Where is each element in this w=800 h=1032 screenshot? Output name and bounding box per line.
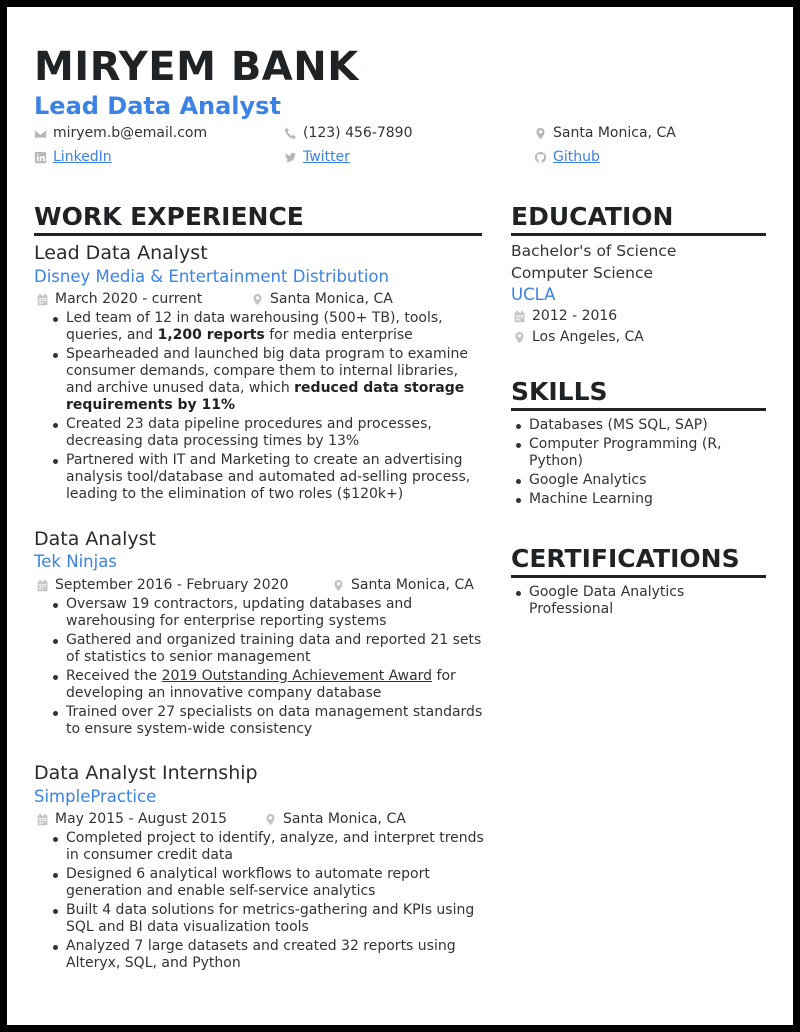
linkedin-icon bbox=[34, 151, 47, 164]
job-dates-text: September 2016 - February 2020 bbox=[55, 577, 289, 593]
degree: Bachelor's of Science bbox=[511, 242, 677, 260]
bullet-text: Partnered with IT and Marketing to create an advertising analysis tool/database and automated ad-selling process, leading to the elimination of two roles ($120k+) bbox=[66, 452, 471, 502]
bullet-item bbox=[48, 704, 484, 738]
job-dates bbox=[36, 576, 289, 594]
map-pin-icon bbox=[332, 579, 345, 592]
company-name: Tek Ninjas bbox=[34, 552, 117, 571]
job-dates bbox=[36, 810, 227, 828]
phone-text: (123) 456-7890 bbox=[303, 125, 413, 141]
bullet-item bbox=[48, 596, 484, 630]
job-dates-text: March 2020 - current bbox=[55, 291, 203, 307]
underlined-award: 2019 Outstanding Achievement Award bbox=[161, 668, 433, 684]
bold-highlight: 1,200 reports bbox=[157, 327, 265, 343]
candidate-role: Lead Data Analyst bbox=[34, 92, 281, 120]
bullet-item bbox=[48, 346, 484, 414]
contact-email[interactable] bbox=[34, 124, 207, 142]
bullet-text: for developing an innovative company database bbox=[66, 668, 456, 701]
skill-item: Computer Programming (R, Python) bbox=[511, 436, 741, 470]
contact-location bbox=[534, 124, 676, 142]
map-pin-icon bbox=[251, 293, 264, 306]
location-text: Santa Monica, CA bbox=[553, 125, 676, 141]
contact-phone[interactable] bbox=[284, 124, 413, 142]
bullet-item bbox=[48, 938, 484, 972]
job-location-text: Santa Monica, CA bbox=[283, 811, 406, 827]
calendar-icon bbox=[513, 310, 526, 323]
job-location bbox=[251, 290, 393, 308]
job-title: Data Analyst bbox=[34, 528, 156, 550]
job-location bbox=[264, 810, 406, 828]
job-bullets bbox=[48, 830, 484, 974]
calendar-icon bbox=[36, 579, 49, 592]
bullet-item bbox=[48, 830, 484, 864]
work-divider bbox=[34, 233, 482, 236]
job-bullets bbox=[48, 596, 484, 740]
map-pin-icon bbox=[264, 813, 277, 826]
job-bullets bbox=[48, 310, 484, 505]
bullet-item bbox=[48, 452, 484, 503]
bullet-item bbox=[48, 668, 484, 702]
skills-list bbox=[511, 417, 741, 510]
skill-item: Databases (MS SQL, SAP) bbox=[511, 417, 741, 434]
school-name: UCLA bbox=[511, 285, 556, 304]
field-of-study: Computer Science bbox=[511, 264, 654, 282]
resume-page bbox=[7, 7, 793, 1025]
linkedin-link[interactable]: LinkedIn bbox=[53, 149, 112, 165]
bullet-item bbox=[48, 632, 484, 666]
contact-twitter[interactable] bbox=[284, 148, 350, 166]
bullet-item bbox=[48, 310, 484, 344]
bullet-item bbox=[48, 416, 484, 450]
education-dates-text: 2012 - 2016 bbox=[532, 308, 618, 324]
bold-highlight: reduced data storage requirements by 11% bbox=[66, 380, 465, 413]
contact-linkedin[interactable] bbox=[34, 148, 112, 166]
email-text: miryem.b@email.com bbox=[53, 125, 208, 141]
job-location bbox=[332, 576, 474, 594]
envelope-icon bbox=[34, 127, 47, 140]
github-icon bbox=[534, 151, 547, 164]
job-title: Lead Data Analyst bbox=[34, 242, 208, 264]
skill-item: Google Analytics bbox=[511, 472, 741, 489]
education-location bbox=[513, 328, 644, 346]
candidate-name: MIRYEM BANK bbox=[34, 44, 359, 90]
bullet-text: Completed project to identify, analyze, and interpret trends in consumer credit data bbox=[66, 830, 484, 863]
map-pin-icon bbox=[534, 127, 547, 140]
calendar-icon bbox=[36, 293, 49, 306]
work-experience-heading: WORK EXPERIENCE bbox=[34, 202, 304, 231]
job-title: Data Analyst Internship bbox=[34, 762, 258, 784]
skills-heading: SKILLS bbox=[511, 377, 608, 406]
twitter-link[interactable]: Twitter bbox=[303, 149, 350, 165]
job-location-text: Santa Monica, CA bbox=[270, 291, 393, 307]
bullet-text: Built 4 data solutions for metrics-gathering and KPIs using SQL and BI data visualization tools bbox=[66, 902, 475, 935]
certifications-list bbox=[511, 584, 711, 620]
job-dates-text: May 2015 - August 2015 bbox=[55, 811, 228, 827]
bullet-text: Trained over 27 specialists on data management standards to ensure system-wide consistency bbox=[66, 704, 483, 737]
bullet-text: Led team of 12 in data warehousing (500+ TB), tools, queries, and bbox=[66, 310, 443, 343]
skill-item: Machine Learning bbox=[511, 491, 741, 508]
bullet-text: Received the bbox=[66, 668, 162, 684]
company-name: Disney Media & Entertainment Distribution bbox=[34, 267, 389, 286]
twitter-icon bbox=[284, 151, 297, 164]
bullet-text: Analyzed 7 large datasets and created 32 reports using Alteryx, SQL, and Python bbox=[66, 938, 456, 971]
github-link[interactable]: Github bbox=[553, 149, 600, 165]
certifications-divider bbox=[511, 575, 766, 578]
bullet-text: Spearheaded and launched big data program to examine consumer demands, compare them to internal libraries, and archive unused data, which bbox=[66, 346, 468, 396]
certifications-heading: CERTIFICATIONS bbox=[511, 544, 740, 573]
education-dates bbox=[513, 307, 617, 325]
job-dates bbox=[36, 290, 202, 308]
bullet-text: Gathered and organized training data and reported 21 sets of statistics to senior management bbox=[66, 632, 482, 665]
education-heading: EDUCATION bbox=[511, 202, 674, 231]
bullet-item bbox=[48, 866, 484, 900]
bullet-text: for media enterprise bbox=[264, 327, 413, 343]
bullet-text: Created 23 data pipeline procedures and processes, decreasing data processing times by 13% bbox=[66, 416, 432, 449]
education-location-text: Los Angeles, CA bbox=[532, 329, 644, 345]
map-pin-icon bbox=[513, 331, 526, 344]
company-name: SimplePractice bbox=[34, 787, 157, 806]
skills-divider bbox=[511, 408, 766, 411]
certification-item: Google Data Analytics Professional bbox=[511, 584, 711, 618]
job-location-text: Santa Monica, CA bbox=[351, 577, 474, 593]
education-divider bbox=[511, 233, 766, 236]
bullet-text: Oversaw 19 contractors, updating databases and warehousing for enterprise reporting systems bbox=[66, 596, 413, 629]
bullet-text: Designed 6 analytical workflows to automate report generation and enable self-service analytics bbox=[66, 866, 430, 899]
contact-github[interactable] bbox=[534, 148, 600, 166]
phone-icon bbox=[284, 127, 297, 140]
calendar-icon bbox=[36, 813, 49, 826]
bullet-item bbox=[48, 902, 484, 936]
